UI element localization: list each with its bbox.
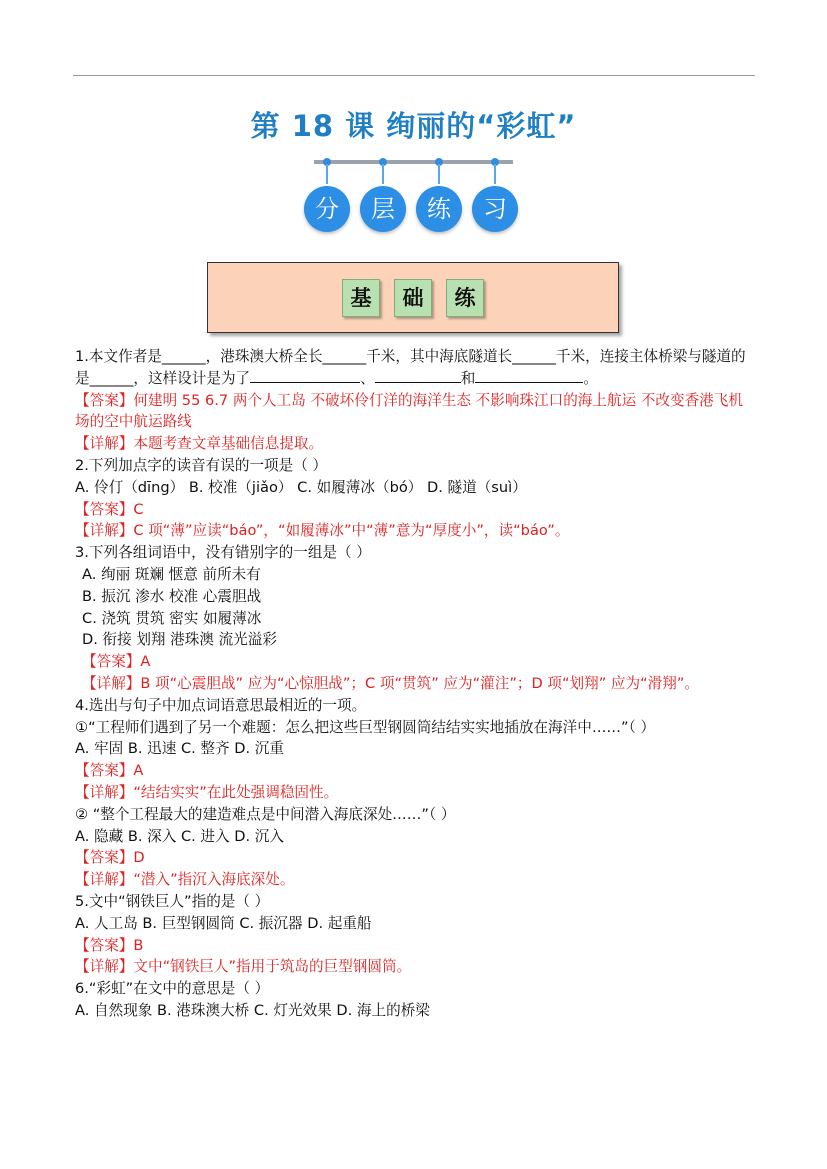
detail-line: 【详解】“潜入”指沉入海底深处。	[75, 871, 295, 889]
answer-line: 【答案】D	[75, 849, 145, 867]
question-3-option-d: D. 衔接 划翔 港珠澳 流光溢彩	[82, 631, 277, 649]
detail-line: 【详解】B 项“心震胆战” 应为“心惊胆战”；C 项“贯筑” 应为“灌注”；D 项“划翔” 应为“滑翔”。	[82, 674, 700, 692]
question-6-options: A. 自然现象 B. 港珠澳大桥 C. 灯光效果 D. 海上的桥梁	[75, 1001, 430, 1019]
answer-line: 【答案】A	[75, 762, 144, 780]
lesson-title: 第 18 课 绚丽的“彩虹”	[250, 109, 577, 143]
question-4: 4.选出与句子中加点词语意思最相近的一项。	[75, 696, 367, 714]
answer-blank	[250, 368, 360, 383]
header-rule	[73, 75, 755, 76]
banner-char: 基	[342, 279, 380, 317]
detail-line: 【详解】C 项“薄”应读“báo”，“如履薄冰”中“薄”意为“厚度小”，读“báo”。	[75, 522, 570, 540]
question-3-option-c: C. 浇筑 贯筑 密实 如履薄冰	[82, 609, 262, 627]
question-4-sub-2-options: A. 隐藏 B. 深入 C. 进入 D. 沉入	[75, 827, 284, 845]
blank-separator: 、	[360, 369, 375, 387]
question-4-sub-1-options: A. 牢固 B. 迅速 C. 整齐 D. 沉重	[75, 740, 284, 758]
question-5: 5.文中“钢铁巨人”指的是（ ）	[75, 892, 270, 910]
title-decoration-bar	[314, 160, 513, 164]
exercise-content	[75, 346, 755, 1022]
question-5-options: A. 人工岛 B. 巨型钢圆筒 C. 振沉器 D. 起重船	[75, 914, 372, 932]
question-3: 3.下列各组词语中，没有错别字的一组是（ ）	[75, 544, 371, 562]
blank-separator: 和	[460, 369, 476, 387]
decoration-stem	[438, 164, 440, 184]
decoration-stem	[494, 164, 496, 184]
question-4-sub-1: ①“工程师们遇到了另一个难题：怎么把这些巨型钢圆筒结结实实地插放在海洋中……”（ ）	[75, 718, 656, 736]
banner-char: 础	[394, 279, 432, 317]
question-3-option-b: B. 振沉 渗水 校准 心震胆战	[82, 587, 262, 605]
question-3-option-a: A. 绚丽 斑斓 惬意 前所未有	[82, 565, 261, 583]
answer-blank	[475, 368, 583, 383]
answer-line: 【答案】C	[75, 500, 144, 518]
question-2: 2.下列加点字的读音有误的一项是（ ）	[75, 456, 328, 474]
decoration-stem	[382, 164, 384, 184]
section-circle-fen: 分	[304, 186, 350, 232]
detail-line: 【详解】“结结实实”在此处强调稳固性。	[75, 783, 339, 801]
basic-practice-banner	[207, 262, 619, 333]
question-2-options: A. 伶仃（dīng） B. 校准（jiǎo） C. 如履薄冰（bó） D. 隧道（suì）	[75, 478, 527, 496]
question-1-text: 1.本文作者是______，港珠澳大桥全长______千米，其中海底隧道长______千米，连接主体桥梁与隧道的是______，这样设计是为了	[75, 348, 746, 387]
answer-line: 【答案】B	[75, 936, 144, 954]
decoration-stem	[326, 164, 328, 184]
section-circle-lian: 练	[416, 186, 462, 232]
question-6: 6.“彩虹”在文中的意思是（ ）	[75, 980, 270, 998]
answer-line: 【答案】A	[82, 653, 151, 671]
detail-line: 【详解】文中“钢铁巨人”指用于筑岛的巨型钢圆筒。	[75, 958, 412, 976]
answer-blank	[375, 368, 461, 383]
section-circle-xi: 习	[472, 186, 518, 232]
sentence-end: 。	[583, 369, 598, 387]
question-1	[75, 346, 755, 390]
detail-line: 【详解】本题考查文章基础信息提取。	[75, 435, 324, 453]
question-4-sub-2: ② “整个工程最大的建造难点是中间潜入海底深处……”（ ）	[75, 805, 456, 823]
answer-line: 【答案】何建明 55 6.7 两个人工岛 不破坏伶仃洋的海洋生态 不影响珠江口的海上航运 不改变香港飞机场的空中航运路线	[75, 391, 743, 431]
section-circle-ceng: 层	[360, 186, 406, 232]
banner-char: 练	[446, 279, 484, 317]
